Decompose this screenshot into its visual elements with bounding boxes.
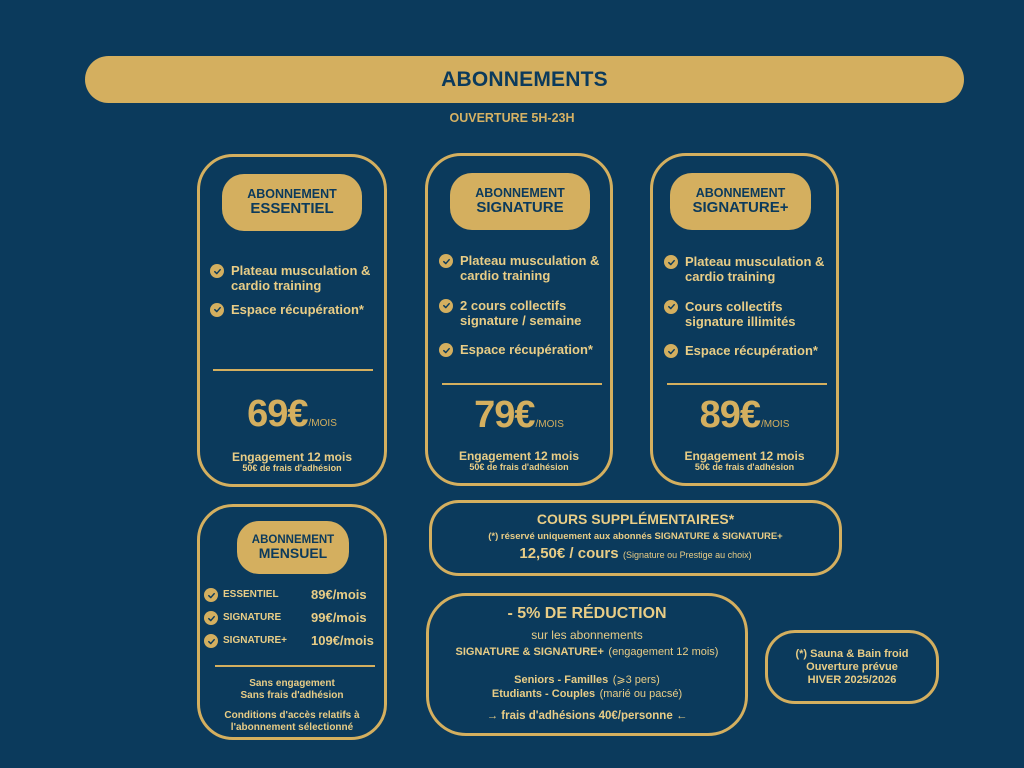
title-bar bbox=[85, 56, 964, 103]
check-icon bbox=[664, 300, 678, 314]
check-icon bbox=[439, 254, 453, 268]
monthly-row: SIGNATURE 99€/mois bbox=[204, 610, 384, 625]
plan-card-essentiel bbox=[197, 154, 387, 487]
feature-item: Plateau musculation & cardio training bbox=[664, 254, 836, 285]
discount-card bbox=[426, 593, 748, 736]
extra-courses-note: (*) réservé uniquement aux abonnés SIGNATURE & SIGNATURE+ bbox=[488, 531, 783, 542]
discount-students: Etudiants - Couples (marié ou pacsé) bbox=[491, 688, 683, 700]
check-icon bbox=[204, 611, 218, 625]
discount-title: - 5% DE RÉDUCTION bbox=[507, 605, 667, 622]
check-icon bbox=[204, 588, 218, 602]
extra-courses-title: COURS SUPPLÉMENTAIRES* bbox=[536, 511, 735, 527]
extra-courses-price-line: 12,50€ / cours (Signature ou Prestige au choix) bbox=[519, 545, 752, 562]
price: 89€ /MOIS bbox=[699, 394, 790, 436]
check-icon bbox=[210, 303, 224, 317]
divider bbox=[442, 383, 602, 385]
feature-item: Espace récupération* bbox=[439, 342, 609, 357]
plan-card-mensuel bbox=[197, 504, 387, 740]
plan-pill: ABONNEMENT SIGNATURE bbox=[450, 173, 590, 230]
check-icon bbox=[439, 299, 453, 313]
sauna-info: (*) Sauna & Bain froid Ouverture prévue HIVER 2025/2026 bbox=[795, 648, 909, 686]
feature-item: Plateau musculation & cardio training bbox=[210, 263, 380, 294]
discount-line-2: SIGNATURE & SIGNATURE+ (engagement 12 mois) bbox=[455, 646, 719, 658]
feature-item: 2 cours collectifs signature / semaine bbox=[439, 298, 609, 329]
check-icon bbox=[210, 264, 224, 278]
discount-seniors: Seniors - Familles (⩾3 pers) bbox=[514, 674, 660, 686]
extra-courses-card bbox=[429, 500, 842, 576]
sauna-card bbox=[765, 630, 939, 704]
price: 69€ /MOIS bbox=[247, 393, 337, 435]
discount-line-1: sur les abonnements bbox=[531, 628, 643, 642]
discount-fees: → frais d'adhésions 40€/personne ← bbox=[486, 710, 688, 722]
plan-pill: ABONNEMENT MENSUEL bbox=[237, 521, 349, 574]
feature-item: Espace récupération* bbox=[210, 302, 380, 317]
engagement-info: Engagement 12 mois 50€ de frais d'adhésion bbox=[458, 449, 580, 473]
check-icon bbox=[204, 634, 218, 648]
divider bbox=[667, 383, 827, 385]
plan-card-signature-plus bbox=[650, 153, 839, 486]
price: 79€ /MOIS bbox=[474, 394, 564, 436]
monthly-row: ESSENTIEL 89€/mois bbox=[204, 587, 384, 602]
check-icon bbox=[664, 255, 678, 269]
monthly-terms: Sans engagement Sans frais d'adhésion Conditions d'accès relatifs à l'abonnement sélectionné bbox=[224, 678, 360, 733]
engagement-info: Engagement 12 mois 50€ de frais d'adhésion bbox=[231, 450, 353, 474]
opening-hours: OUVERTURE 5H-23H bbox=[449, 111, 575, 125]
feature-item: Cours collectifs signature illimités bbox=[664, 299, 836, 330]
plan-pill: ABONNEMENT ESSENTIEL bbox=[222, 174, 362, 231]
plan-pill: ABONNEMENT SIGNATURE+ bbox=[670, 173, 811, 230]
plan-card-signature bbox=[425, 153, 613, 486]
divider bbox=[213, 369, 373, 371]
check-icon bbox=[664, 344, 678, 358]
divider bbox=[215, 665, 375, 667]
check-icon bbox=[439, 343, 453, 357]
feature-item: Espace récupération* bbox=[664, 343, 836, 358]
monthly-row: SIGNATURE+ 109€/mois bbox=[204, 633, 384, 648]
engagement-info: Engagement 12 mois 50€ de frais d'adhésion bbox=[684, 449, 805, 473]
feature-item: Plateau musculation & cardio training bbox=[439, 253, 609, 284]
page-title: ABONNEMENTS bbox=[441, 67, 608, 91]
